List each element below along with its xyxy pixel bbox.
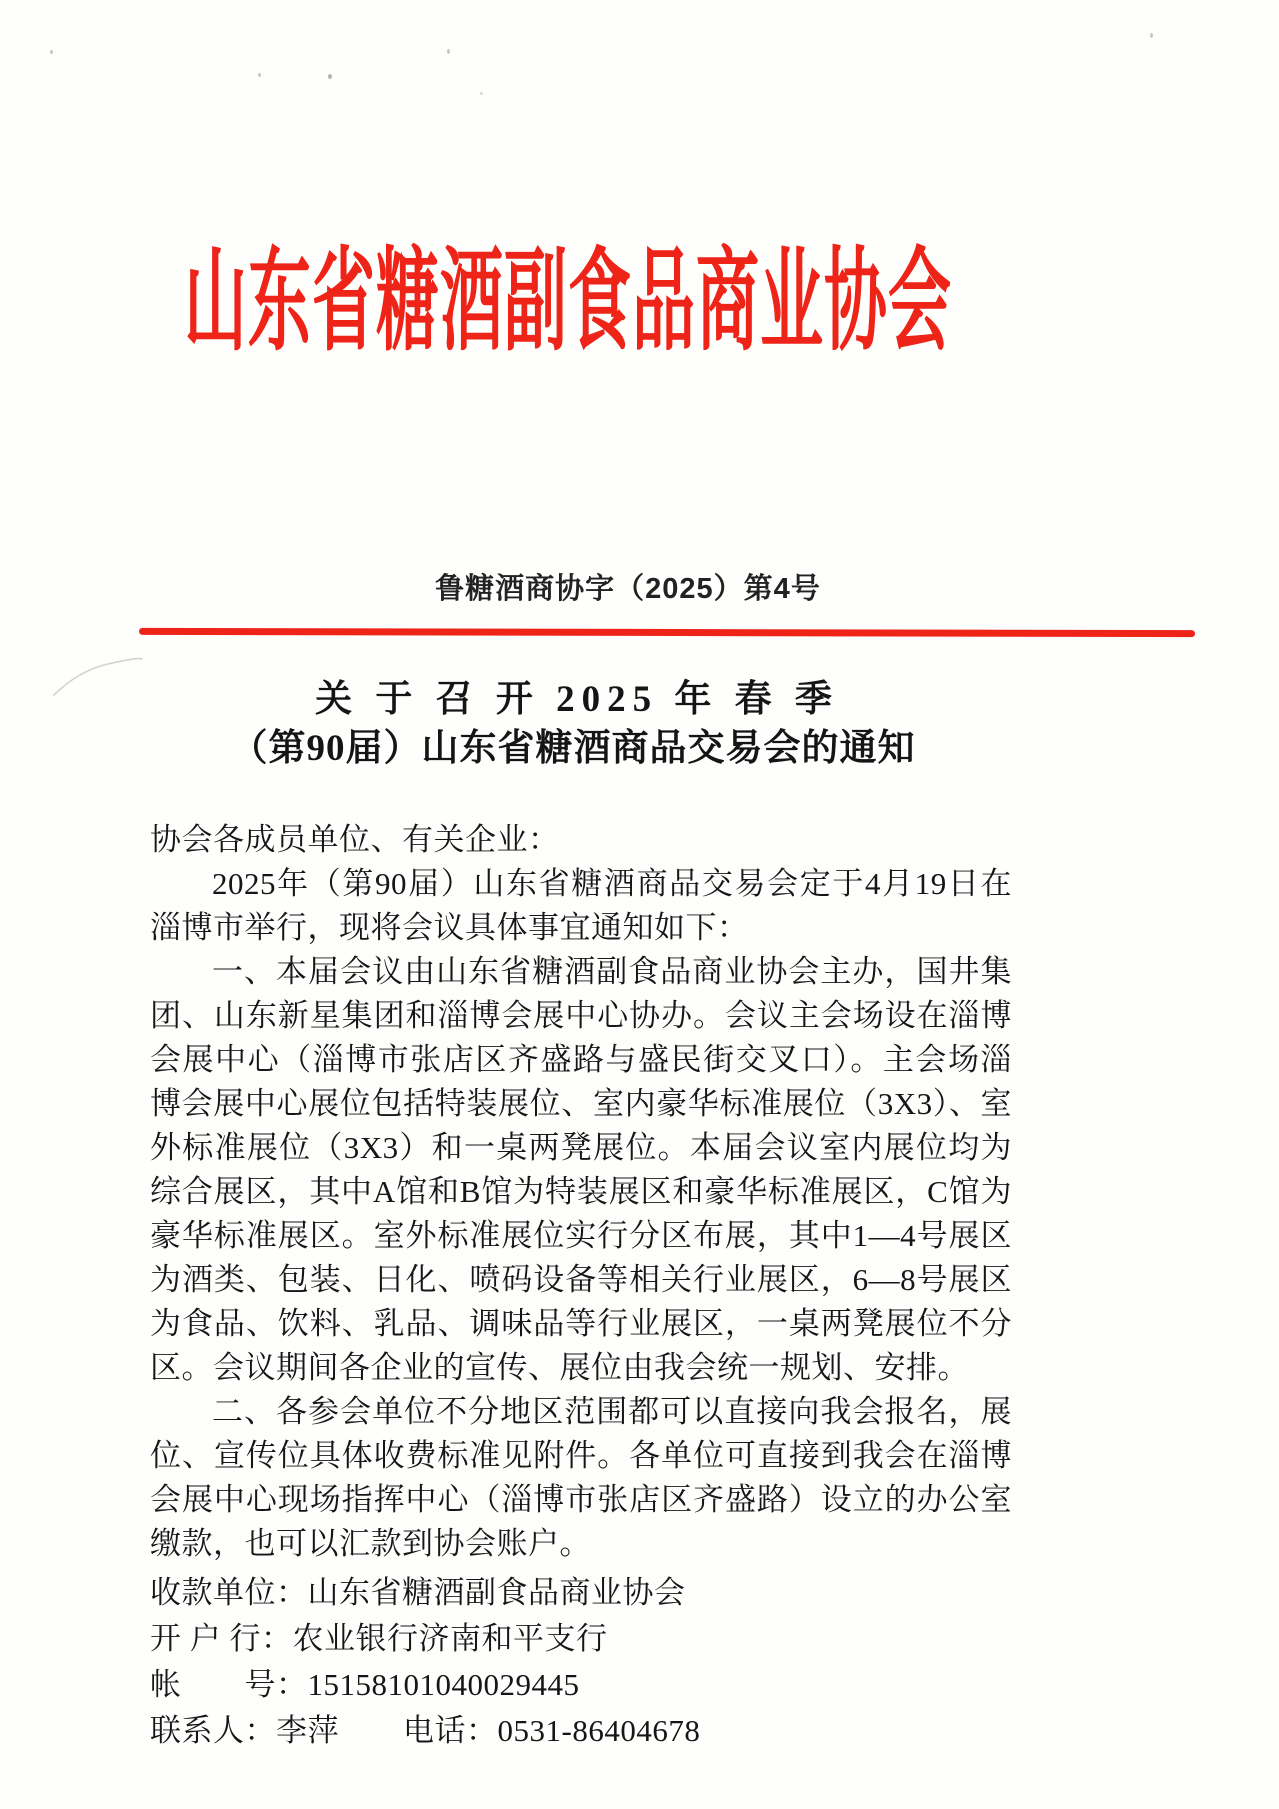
phone-label: 电话：: [403, 1713, 498, 1748]
payee-label: 收款单位：: [150, 1575, 308, 1610]
contact-label: 联系人：: [150, 1713, 276, 1748]
scan-speck: [480, 92, 483, 95]
bank-label: 开 户 行：: [150, 1621, 293, 1656]
paragraph-intro: 2025年（第90届）山东省糖酒商品交易会定于4月19日在淄博市举行，现将会议具体事宜通知如下：: [150, 866, 1012, 945]
payee-value: 山东省糖酒副食品商业协会: [307, 1575, 686, 1610]
bank-value: 农业银行济南和平支行: [292, 1621, 608, 1656]
scan-speck: [328, 74, 332, 79]
payment-info: [150, 1570, 1012, 1754]
salutation: 协会各成员单位、有关企业：: [150, 822, 560, 857]
pen-mark: [50, 655, 145, 700]
notice-title-line1: 关 于 召 开 2025 年 春 季: [315, 679, 839, 720]
payment-bank-row: [150, 1616, 1012, 1662]
scan-speck: [50, 50, 53, 54]
scan-speck: [1150, 33, 1153, 38]
doc-number: 鲁糖酒商协字（2025）第4号: [435, 573, 821, 605]
payment-contact-row: [150, 1708, 1012, 1754]
scan-speck: [258, 73, 261, 77]
org-title: 山东省糖酒副食品商业协会: [184, 239, 952, 365]
notice-title-line2: （第90届）山东省糖酒商品交易会的通知: [230, 728, 916, 769]
payment-account-row: [150, 1662, 1012, 1708]
red-divider-line: [139, 628, 1195, 637]
notice-body: [150, 818, 1012, 1754]
payment-payee-row: [150, 1570, 1012, 1616]
scan-speck: [447, 49, 450, 54]
contact-value: 李萍: [276, 1713, 339, 1748]
phone-value: 0531-86404678: [497, 1713, 701, 1748]
account-label: 帐 号：: [150, 1667, 308, 1702]
paragraph-item-1: 一、本届会议由山东省糖酒副食品商业协会主办，国井集团、山东新星集团和淄博会展中心协办。会议主会场设在淄博会展中心（淄博市张店区齐盛路与盛民街交叉口）。主会场淄博会展中心展位包括特装展位、室内豪华标准展位（3X3）、室外标准展位（3X3）和一桌两凳展位。本届会议室内展位均为综合展区，其中A馆和B馆为特装展区和豪华标准展区，C馆为豪华标准展区。室外标准展位实行分区布展，其中1—4号展区为酒类、包装、日化、喷码设备等相关行业展区，6—8号展区为食品、饮料、乳品、调味品等行业展区，一桌两凳展位不分区。会议期间各企业的宣传、展位由我会统一规划、安排。: [150, 954, 1012, 1385]
paragraph-item-2: 二、各参会单位不分地区范围都可以直接向我会报名，展位、宣传位具体收费标准见附件。各单位可直接到我会在淄博会展中心现场指挥中心（淄博市张店区齐盛路）设立的办公室缴款，也可以汇款到协会账户。: [150, 1394, 1012, 1561]
account-value: 15158101040029445: [307, 1667, 580, 1702]
